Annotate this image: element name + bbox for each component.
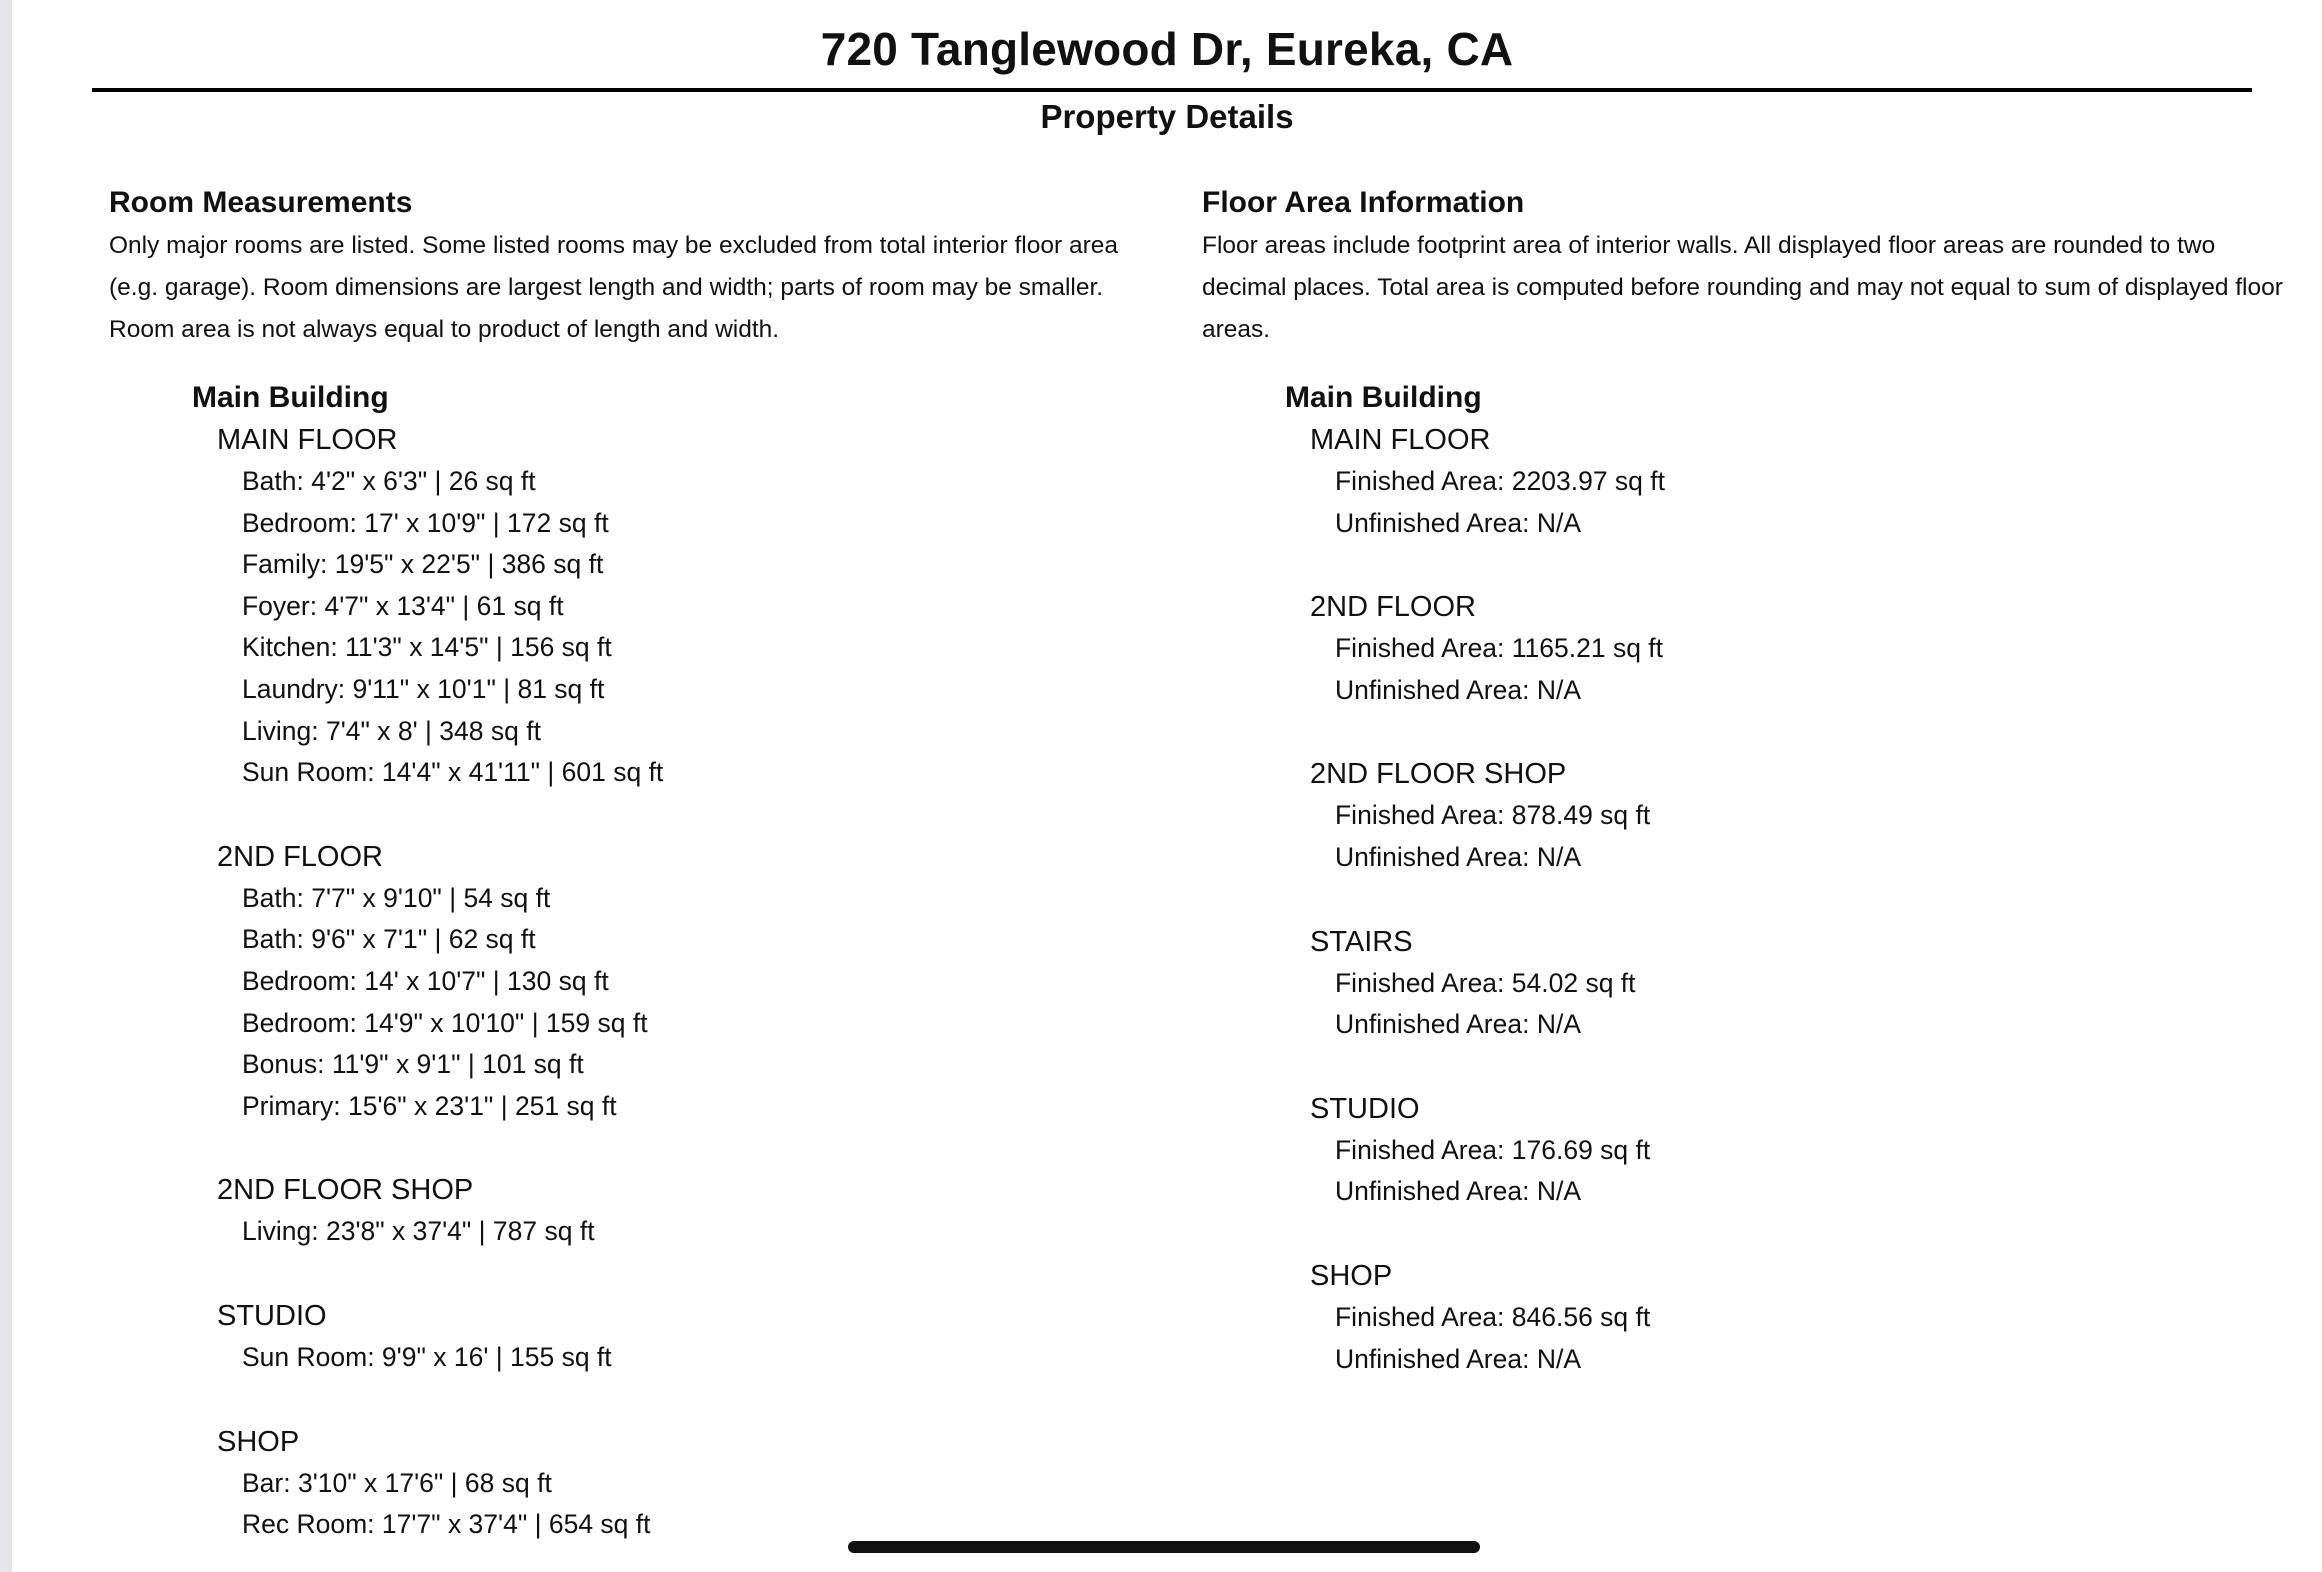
title-divider xyxy=(92,88,2252,92)
room-entry: Bar: 3'10" x 17'6" | 68 sq ft xyxy=(242,1467,552,1498)
finished-area: Finished Area: 176.69 sq ft xyxy=(1335,1134,1651,1165)
floor-area-description: Floor areas include footprint area of interior walls. All displayed floor areas are rounded to two decimal places. Total area is computed before rounding and may not equal to sum of displayed floor areas. xyxy=(1202,232,2283,343)
finished-area: Finished Area: 54.02 sq ft xyxy=(1335,967,1636,998)
room-entry: Bath: 4'2" x 6'3" | 26 sq ft xyxy=(242,466,536,496)
unfinished-area: Unfinished Area: N/A xyxy=(1335,674,1581,705)
floor-area-building xyxy=(1202,377,2292,1380)
floor-group xyxy=(1285,586,2292,711)
floor-name: STUDIO xyxy=(1310,1092,1420,1125)
floor-name: STUDIO xyxy=(217,1299,327,1332)
floor-name: SHOP xyxy=(217,1425,300,1458)
page-edge-shadow xyxy=(0,0,12,1572)
floor-group xyxy=(192,1421,1169,1546)
room-entry: Primary: 15'6" x 23'1" | 251 sq ft xyxy=(242,1090,617,1121)
room-entry: Rec Room: 17'7" x 37'4" | 654 sq ft xyxy=(242,1509,651,1540)
building-title: Main Building xyxy=(192,381,389,414)
room-measurements-building xyxy=(109,377,1169,1546)
room-entry: Bedroom: 14'9" x 10'10" | 159 sq ft xyxy=(242,1007,648,1038)
floor-group xyxy=(192,1169,1169,1253)
floor-name: 2ND FLOOR xyxy=(217,840,383,873)
building-title: Main Building xyxy=(1285,381,1482,414)
room-entry: Bonus: 11'9" x 9'1" | 101 sq ft xyxy=(242,1049,584,1080)
room-entry: Family: 19'5" x 22'5" | 386 sq ft xyxy=(242,549,604,580)
floor-name: MAIN FLOOR xyxy=(1310,424,1491,456)
floor-group xyxy=(1285,419,2292,544)
room-measurements-description: Only major rooms are listed. Some listed rooms may be excluded from total interior floor area (e.g. garage). Room dimensions are largest length and width; parts of room may be smaller. Room area is not always equal to product of length and width. xyxy=(109,232,1118,343)
floor-group xyxy=(1285,1088,2292,1213)
room-entry: Bedroom: 17' x 10'9" | 172 sq ft xyxy=(242,507,609,538)
page-title: 720 Tanglewood Dr, Eureka, CA xyxy=(820,23,1514,75)
room-entry: Bedroom: 14' x 10'7" | 130 sq ft xyxy=(242,965,609,996)
room-entry: Bath: 7'7" x 9'10" | 54 sq ft xyxy=(242,882,551,913)
unfinished-area: Unfinished Area: N/A xyxy=(1335,1343,1581,1374)
floor-group xyxy=(1285,753,2292,878)
home-indicator-bar[interactable] xyxy=(848,1541,1480,1553)
document-page xyxy=(12,0,2322,1572)
finished-area: Finished Area: 1165.21 sq ft xyxy=(1335,633,1664,664)
unfinished-area: Unfinished Area: N/A xyxy=(1335,1176,1581,1207)
unfinished-area: Unfinished Area: N/A xyxy=(1335,841,1581,872)
floor-name: 2ND FLOOR SHOP xyxy=(217,1174,474,1207)
floor-group xyxy=(192,1295,1169,1379)
floor-name: 2ND FLOOR SHOP xyxy=(1310,758,1567,791)
floor-group xyxy=(192,836,1169,1128)
floor-name: SHOP xyxy=(1310,1259,1393,1292)
unfinished-area: Unfinished Area: N/A xyxy=(1335,507,1581,538)
floor-group xyxy=(1285,1255,2292,1380)
room-entry: Living: 23'8" x 37'4" | 787 sq ft xyxy=(242,1216,595,1247)
room-entry: Foyer: 4'7" x 13'4" | 61 sq ft xyxy=(242,590,564,621)
floor-name: STAIRS xyxy=(1310,925,1413,958)
room-entry: Sun Room: 14'4" x 41'11" | 601 sq ft xyxy=(242,757,664,788)
finished-area: Finished Area: 846.56 sq ft xyxy=(1335,1301,1651,1332)
room-entry: Bath: 9'6" x 7'1" | 62 sq ft xyxy=(242,924,536,955)
room-entry: Kitchen: 11'3" x 14'5" | 156 sq ft xyxy=(242,632,612,663)
room-entry: Living: 7'4" x 8' | 348 sq ft xyxy=(242,715,541,746)
floor-group xyxy=(1285,921,2292,1046)
floor-area-heading: Floor Area Information xyxy=(1202,186,1525,219)
room-measurements-section xyxy=(109,184,1169,1546)
floor-name: 2ND FLOOR xyxy=(1310,591,1476,624)
room-entry: Sun Room: 9'9" x 16' | 155 sq ft xyxy=(242,1341,612,1372)
floor-area-section xyxy=(1202,184,2292,1380)
area-floor-list xyxy=(1285,419,2292,1380)
finished-area: Finished Area: 2203.97 sq ft xyxy=(1335,466,1665,496)
room-measurements-heading: Room Measurements xyxy=(109,186,413,219)
page-subtitle: Property Details xyxy=(1040,98,1294,135)
room-floor-list xyxy=(192,419,1169,1546)
floor-name: MAIN FLOOR xyxy=(217,424,398,456)
floor-group xyxy=(192,419,1169,794)
unfinished-area: Unfinished Area: N/A xyxy=(1335,1009,1581,1040)
finished-area: Finished Area: 878.49 sq ft xyxy=(1335,800,1651,831)
room-entry: Laundry: 9'11" x 10'1" | 81 sq ft xyxy=(242,673,605,704)
